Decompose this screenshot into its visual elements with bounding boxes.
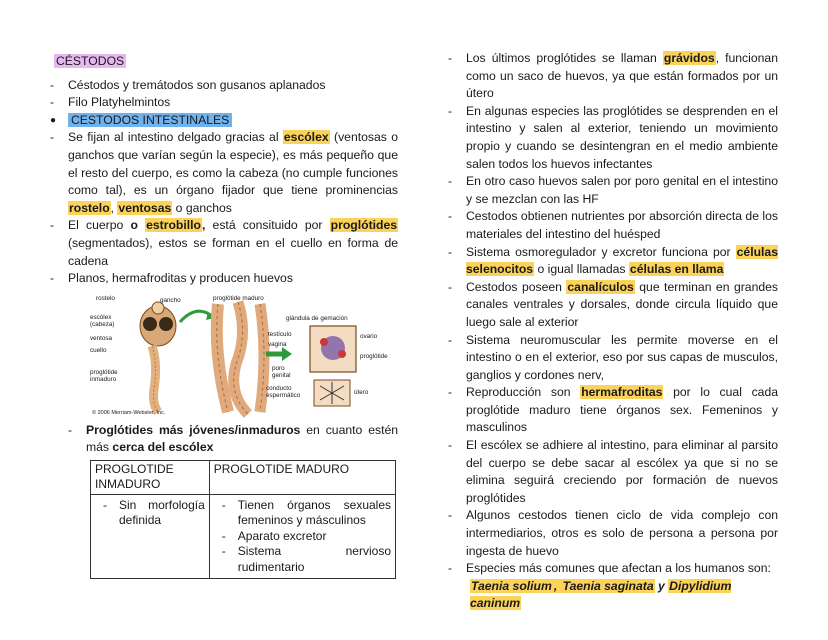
list-item: - Proglótides más jóvenes/inmaduros en cuanto estén más cerca del escólex (68, 422, 398, 457)
label-glandula: glándula de gemación (286, 314, 348, 322)
paragraph-proglotides-jovenes: Proglótides más jóvenes/inmaduros en cuanto estén más cerca del escólex (86, 422, 399, 455)
cestode-diagram (88, 294, 388, 418)
title-text: CÉSTODOS (56, 54, 125, 68)
list-item: - En algunas especies las proglótides se desprenden en el intestino y salen al exterior, teniendo un movimiento propio y cuando se desintengran en el medio ambiente salen todos los huevos infectantes (448, 103, 778, 171)
table-cell-maduro: - Tienen órganos sexuales femeninos y másculinos - Aparato excretor - Sistema nervioso rudimentario (209, 494, 395, 579)
label-copyright: © 2006 Merriam-Webster, Inc. (92, 409, 166, 416)
bullet-dot-icon: ● (50, 114, 57, 126)
label-conducto-1: conducto (266, 384, 292, 392)
list-item: - Céstodos y tremátodos son gusanos aplanados (50, 77, 398, 95)
label-proglotide: proglótide (360, 352, 388, 360)
paragraph-planos: Planos, hermafroditas y producen huevos (68, 271, 293, 286)
list-item: - Planos, hermafroditas y producen huevos (50, 270, 398, 288)
label-vagina: vagina (268, 340, 287, 348)
list-item: - Se fijan al intestino delgado gracias al escólex (ventosas o ganchos que varían según la especie), es más pequeño que el resto del cuerpo, es como la cabeza (no cumple funciones como tal), es un órgano fijador que tiene prominencias rostelo, ventosas o ganchos (50, 129, 398, 217)
list-item: - Algunos cestodos tienen ciclo de vida complejo con intermediarios, otros es solo de persona a persona por ingesta de huevo (448, 508, 778, 558)
table-header-inmaduro: PROGLOTIDE INMADURO (91, 460, 210, 494)
section-heading: CESTODOS INTESTINALES (68, 113, 232, 127)
table-cell-inmaduro: - Sin morfología definida (91, 494, 210, 579)
list-item: - Cestodos obtienen nutrientes por absorción directa de los materiales del intestino del huésped (448, 209, 778, 241)
paragraph-estrobilo: El cuerpo o estrobillo, está consituido por proglótides (segmentados), estos se forman en el cuello en forma de cadena (68, 218, 398, 268)
label-proglotide-inmaduro-1: proglótide (90, 368, 118, 376)
label-cuello: cuello (90, 346, 107, 354)
label-proglotide-inmaduro-2: inmaduro (90, 375, 117, 383)
list-item: - Reproducción son hermafroditas por lo cual cada proglótide maduro tiene órganos sex. Femeninos y masculinos (448, 385, 779, 435)
intro-1: Céstodos y tremátodos son gusanos aplanados (68, 77, 326, 92)
species-taenia-saginata: Taenia saginata (562, 578, 654, 593)
section-bullet (50, 112, 398, 130)
label-rostelo: rostelo (96, 294, 115, 302)
list-item: - Los últimos proglótides se llaman grávidos, funcionan como un saco de huevos, ya que están formados por un útero (448, 51, 778, 101)
label-utero: útero (354, 388, 369, 396)
intro-2: Filo Platyhelmintos (68, 95, 171, 110)
left-column (50, 50, 398, 579)
list-item: - Sistema osmoregulador y excretor funciona por células selenocitos o igual llamadas células en llama (448, 244, 778, 277)
label-poro-2: genital (272, 371, 291, 379)
list-item: - En otro caso huevos salen por poro genital en el intestino y se mezclan con las HF (448, 174, 778, 206)
label-cabeza: (cabeza) (90, 320, 115, 328)
label-gancho: gancho (160, 296, 181, 304)
label-poro-1: poro (272, 364, 285, 372)
label-escolex: escólex (90, 313, 112, 321)
list-item: - Sistema neuromuscular les permite moverse en el intestino o en el exterior, eso por sus capas de musculos, ganglios y cordones nerv, (448, 332, 778, 382)
list-item: - Filo Platyhelmintos (50, 94, 398, 112)
species-list: Taenia solium , Taenia saginata y Dipylidium caninum (470, 578, 732, 611)
list-item: - El escólex se adhiere al intestino, para eliminar al parsito del cuerpo se debe sacar al escólex ya que si no se elimina seguirá creciendo por formación de nuevos proglótides (448, 438, 778, 505)
label-ventosa: ventosa (90, 334, 113, 342)
label-proglotide-maduro: proglótide maduro (213, 294, 264, 302)
list-item: - El cuerpo o estrobillo, está consituido por proglótides (segmentados), estos se forman en el cuello en forma de cadena (50, 217, 398, 270)
list-item: - Especies más comunes que afectan a los humanos son: (448, 561, 771, 576)
paragraph-escolex: Se fijan al intestino delgado gracias al escólex (ventosas o ganchos que varían según la especie), es más pequeño que el resto del cuerpo, es como la cabeza (no cumple funciones como tal), es un órgano fijador que tiene prominencias rostelo, ventosas o ganchos (68, 130, 399, 215)
species-dipylidium-caninum: Dipylidium caninum (470, 578, 732, 611)
cestode-anatomy-figure (88, 294, 388, 418)
label-conducto-2: espermático (266, 391, 301, 399)
label-testiculo: testículo (268, 330, 292, 338)
title (54, 53, 398, 71)
proglotide-comparison-table (90, 460, 396, 580)
species-taenia-solium: Taenia solium (471, 578, 552, 593)
table-header-maduro: PROGLOTIDE MADURO (209, 460, 395, 494)
right-column (448, 50, 778, 613)
label-ovario: ovario (360, 332, 378, 340)
list-item: - Cestodos poseen canalículos que terminan en grandes canales ventrales y dorsales, donde circula líquido que luego sale al exterior (448, 279, 778, 329)
table-row (91, 494, 396, 579)
